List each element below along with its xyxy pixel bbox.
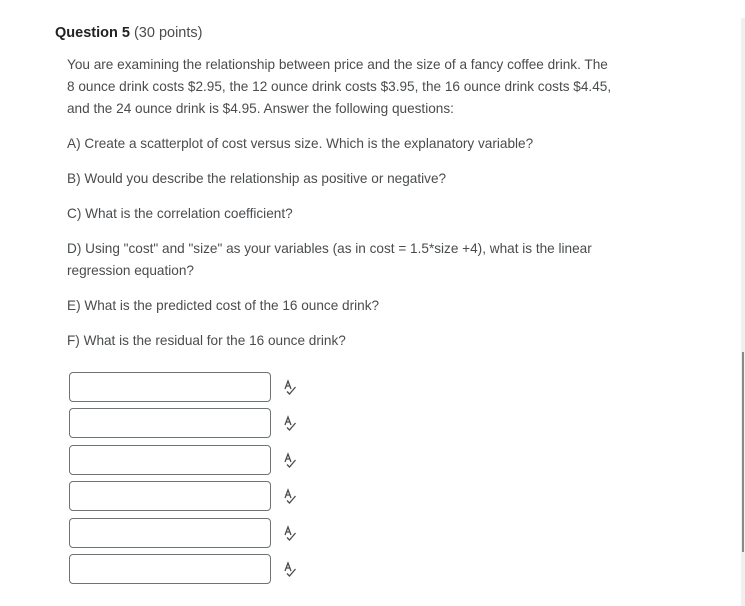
question-part-f: F) What is the residual for the 16 ounce drink? (67, 333, 346, 348)
answer-row (69, 517, 297, 549)
answer-row (69, 553, 297, 585)
answer-list (69, 371, 297, 589)
question-points: (30 points) (133, 25, 203, 41)
scrollbar-thumb[interactable] (742, 352, 744, 552)
spellcheck-icon[interactable] (283, 488, 297, 504)
question-part-b: B) Would you describe the relationship as positive or negative? (67, 171, 447, 186)
spellcheck-icon[interactable] (283, 379, 297, 395)
answer-input-4[interactable] (69, 481, 271, 511)
question-intro: You are examining the relationship between price and the size of a fancy coffee drink. The 8 ounce drink costs $2.95, the 12 ounce drink costs $3.95, the 16 ounce drink costs $4.45, and the 24 ounce drink is $4.95. Answer the following questions: (67, 57, 612, 116)
question-part-d: D) Using "cost" and "size" as your variables (as in cost = 1.5*size +4), what is the linear regression equation? (67, 241, 592, 278)
question-text (67, 54, 617, 365)
question-part-a: A) Create a scatterplot of cost versus size. Which is the explanatory variable? (67, 136, 534, 151)
answer-row (69, 480, 297, 512)
question-number: Question 5 (55, 25, 130, 41)
answer-row (69, 444, 297, 476)
answer-row (69, 407, 297, 439)
spellcheck-icon[interactable] (283, 525, 297, 541)
spellcheck-icon[interactable] (283, 415, 297, 431)
question-header (55, 25, 202, 41)
answer-input-6[interactable] (69, 554, 271, 584)
answer-input-2[interactable] (69, 408, 271, 438)
question-part-c: C) What is the correlation coefficient? (67, 206, 293, 221)
answer-input-1[interactable] (69, 372, 271, 402)
question-part-e: E) What is the predicted cost of the 16 ounce drink? (67, 298, 380, 313)
answer-input-5[interactable] (69, 518, 271, 548)
spellcheck-icon[interactable] (283, 452, 297, 468)
answer-row (69, 371, 297, 403)
answer-input-3[interactable] (69, 445, 271, 475)
spellcheck-icon[interactable] (283, 561, 297, 577)
